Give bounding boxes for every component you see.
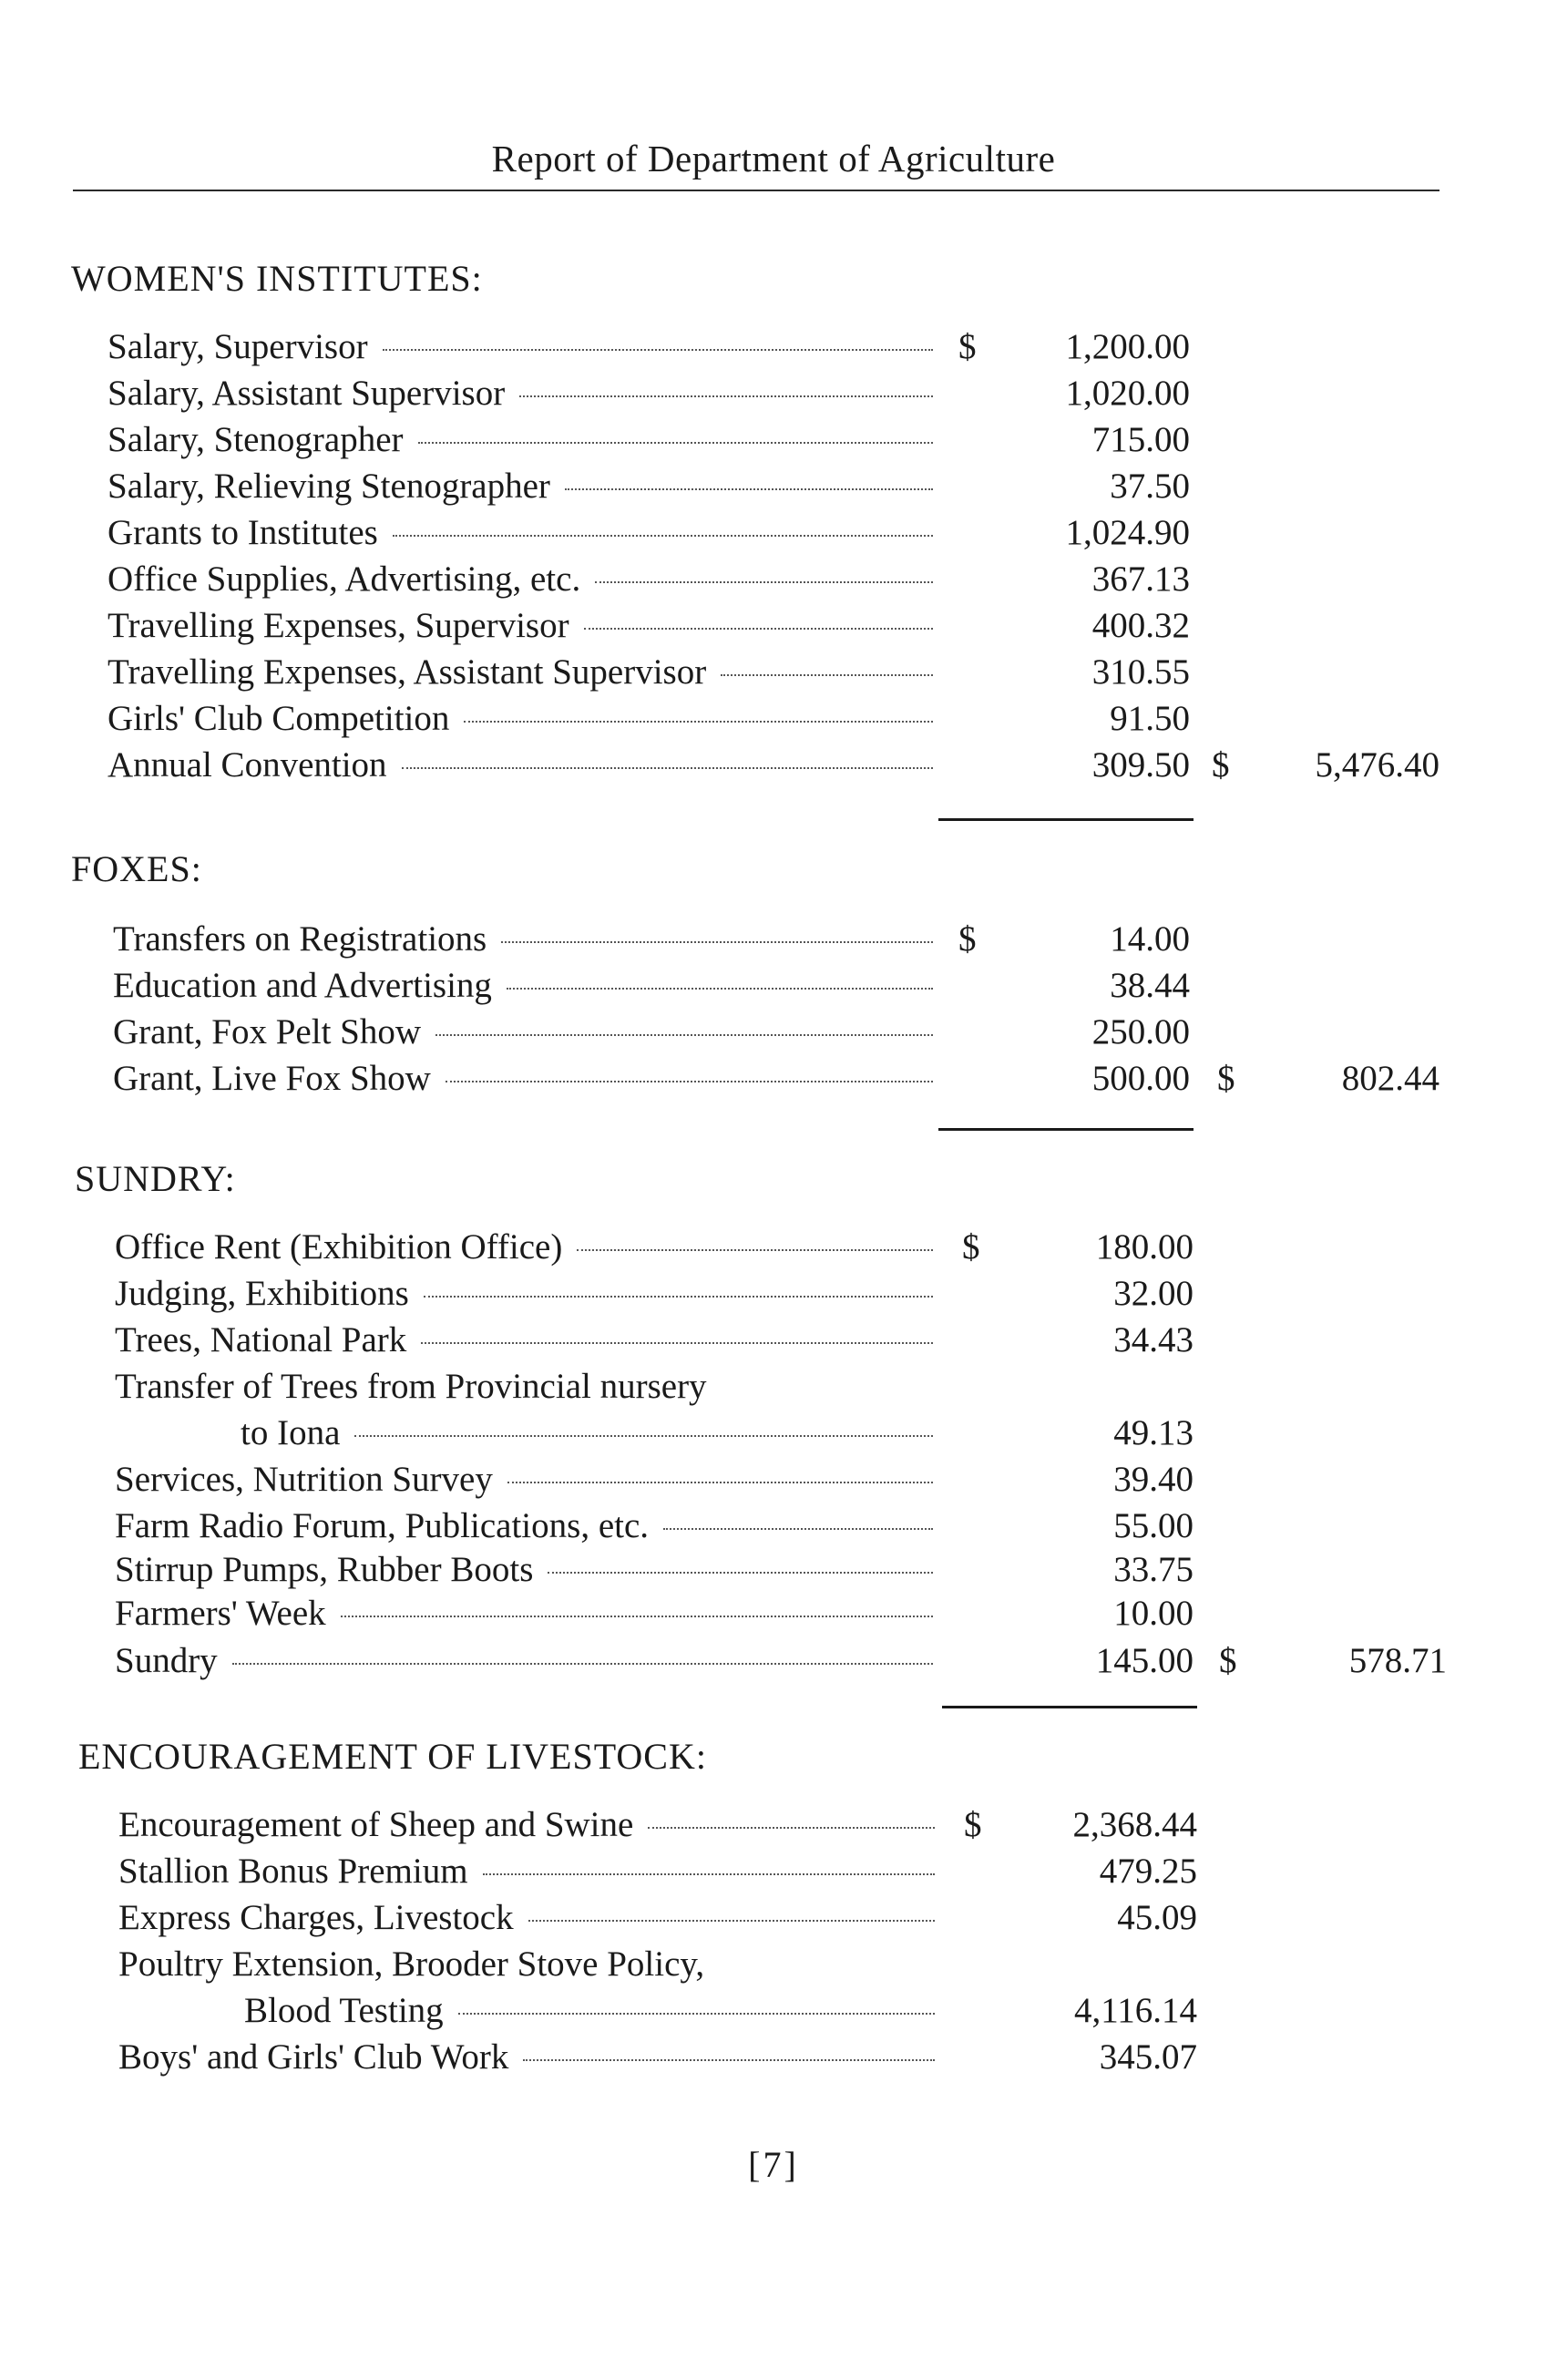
item-amount: 250.00 bbox=[1091, 1012, 1190, 1052]
ledger-row bbox=[0, 1804, 1547, 1850]
item-amount: 10.00 bbox=[1113, 1594, 1194, 1633]
ledger-row bbox=[0, 1897, 1547, 1943]
item-amount: 479.25 bbox=[1099, 1852, 1197, 1891]
ledger-row bbox=[0, 651, 1547, 697]
item-label: Stallion Bonus Premium bbox=[118, 1851, 938, 1896]
item-label: Stirrup Pumps, Rubber Boots bbox=[115, 1549, 937, 1595]
ledger-row bbox=[0, 466, 1547, 511]
ledger-row bbox=[0, 1549, 1547, 1595]
subtotal-rule bbox=[938, 1128, 1194, 1131]
item-amount: 309.50 bbox=[1091, 745, 1190, 785]
item-amount: 37.50 bbox=[1110, 467, 1190, 506]
item-label: Annual Convention bbox=[108, 744, 937, 790]
item-amount: 34.43 bbox=[1113, 1320, 1194, 1359]
item-amount: 500.00 bbox=[1091, 1059, 1190, 1098]
section-title-womens-institutes: WOMEN'S INSTITUTES: bbox=[71, 258, 483, 299]
item-label: Grant, Live Fox Show bbox=[113, 1058, 937, 1103]
page-number: [7] bbox=[748, 2144, 799, 2185]
ledger-row bbox=[0, 698, 1547, 744]
item-label: Travelling Expenses, Supervisor bbox=[108, 605, 937, 651]
item-amount: 310.55 bbox=[1091, 652, 1190, 692]
item-label: Transfers on Registrations bbox=[113, 918, 937, 964]
item-amount: 55.00 bbox=[1113, 1506, 1194, 1545]
item-label: Sundry bbox=[115, 1640, 937, 1686]
item-label: Encouragement of Sheep and Swine bbox=[118, 1804, 938, 1850]
subtotal-rule bbox=[938, 818, 1194, 821]
item-label: Judging, Exhibitions bbox=[115, 1273, 937, 1318]
section-total: 802.44 bbox=[1341, 1059, 1439, 1098]
ledger-row bbox=[0, 326, 1547, 372]
ledger-row bbox=[0, 1319, 1547, 1365]
ledger-row bbox=[0, 1058, 1547, 1103]
item-amount: 180.00 bbox=[1095, 1227, 1194, 1267]
item-label: Salary, Stenographer bbox=[108, 419, 937, 465]
ledger-row bbox=[0, 1505, 1547, 1551]
ledger-row bbox=[0, 373, 1547, 418]
item-label: Office Supplies, Advertising, etc. bbox=[108, 559, 937, 604]
header-rule bbox=[73, 190, 1439, 191]
item-label: Office Rent (Exhibition Office) bbox=[115, 1226, 937, 1272]
ledger-row bbox=[0, 605, 1547, 651]
ledger-row bbox=[0, 1459, 1547, 1504]
ledger-row bbox=[0, 965, 1547, 1010]
ledger-row bbox=[0, 512, 1547, 558]
item-amount: 400.32 bbox=[1091, 606, 1190, 645]
item-label: Grant, Fox Pelt Show bbox=[113, 1011, 937, 1057]
item-label-continuation: Blood Testing bbox=[244, 1990, 938, 2036]
section-total: 5,476.40 bbox=[1315, 745, 1439, 785]
ledger-row bbox=[0, 744, 1547, 790]
item-amount: 32.00 bbox=[1113, 1274, 1194, 1313]
ledger-row bbox=[0, 1273, 1547, 1318]
item-label: Salary, Relieving Stenographer bbox=[108, 466, 937, 511]
dollar-sign: $ bbox=[962, 1227, 980, 1267]
item-amount: 49.13 bbox=[1113, 1413, 1194, 1452]
item-label: Education and Advertising bbox=[113, 965, 937, 1010]
item-amount: 38.44 bbox=[1110, 966, 1190, 1005]
item-amount: 14.00 bbox=[1110, 919, 1190, 959]
section-title-foxes: FOXES: bbox=[71, 848, 202, 889]
item-label-first-line: Transfer of Trees from Provincial nursery bbox=[115, 1367, 707, 1406]
item-amount: 715.00 bbox=[1091, 420, 1190, 459]
dollar-sign: $ bbox=[964, 1805, 982, 1844]
item-amount: 1,024.90 bbox=[1065, 513, 1190, 552]
item-amount: 4,116.14 bbox=[1073, 1991, 1197, 2030]
item-label: Farm Radio Forum, Publications, etc. bbox=[115, 1505, 937, 1551]
ledger-row bbox=[0, 1851, 1547, 1896]
running-head: Report of Department of Agriculture bbox=[491, 138, 1056, 180]
ledger-row bbox=[0, 918, 1547, 964]
total-dollar-sign: $ bbox=[1212, 745, 1230, 785]
section-total: 578.71 bbox=[1348, 1641, 1447, 1680]
item-label: Girls' Club Competition bbox=[108, 698, 937, 744]
ledger-row bbox=[0, 1640, 1547, 1686]
item-amount: 145.00 bbox=[1095, 1641, 1194, 1680]
item-label: Farmers' Week bbox=[115, 1593, 937, 1638]
item-amount: 91.50 bbox=[1110, 699, 1190, 738]
item-label-continuation: to Iona bbox=[241, 1412, 937, 1458]
item-label-first-line: Poultry Extension, Brooder Stove Policy, bbox=[118, 1944, 705, 1984]
item-label: Salary, Supervisor bbox=[108, 326, 937, 372]
ledger-row bbox=[0, 1593, 1547, 1638]
ledger-row bbox=[0, 1226, 1547, 1272]
item-label: Travelling Expenses, Assistant Supervisor bbox=[108, 651, 937, 697]
item-label: Salary, Assistant Supervisor bbox=[108, 373, 937, 418]
total-dollar-sign: $ bbox=[1217, 1059, 1235, 1098]
item-label: Services, Nutrition Survey bbox=[115, 1459, 937, 1504]
subtotal-rule bbox=[942, 1706, 1197, 1708]
dollar-sign: $ bbox=[958, 327, 977, 366]
item-amount: 2,368.44 bbox=[1072, 1805, 1197, 1844]
item-label: Grants to Institutes bbox=[108, 512, 937, 558]
item-amount: 345.07 bbox=[1099, 2037, 1197, 2077]
ledger-row bbox=[0, 559, 1547, 604]
item-label: Express Charges, Livestock bbox=[118, 1897, 938, 1943]
item-amount: 1,200.00 bbox=[1065, 327, 1190, 366]
item-amount: 1,020.00 bbox=[1065, 374, 1190, 413]
ledger-row bbox=[0, 1990, 1547, 2036]
ledger-row bbox=[0, 1011, 1547, 1057]
dollar-sign: $ bbox=[958, 919, 977, 959]
ledger-row bbox=[0, 419, 1547, 465]
item-label: Trees, National Park bbox=[115, 1319, 937, 1365]
ledger-row bbox=[0, 2036, 1547, 2082]
section-title-sundry: SUNDRY: bbox=[75, 1158, 236, 1199]
item-amount: 45.09 bbox=[1117, 1898, 1197, 1937]
item-amount: 367.13 bbox=[1091, 559, 1190, 599]
item-amount: 39.40 bbox=[1113, 1460, 1194, 1499]
total-dollar-sign: $ bbox=[1219, 1641, 1237, 1680]
section-title-encouragement-of-livestock: ENCOURAGEMENT OF LIVESTOCK: bbox=[78, 1736, 707, 1777]
item-label: Boys' and Girls' Club Work bbox=[118, 2036, 938, 2082]
item-amount: 33.75 bbox=[1113, 1550, 1194, 1589]
ledger-row bbox=[0, 1412, 1547, 1458]
